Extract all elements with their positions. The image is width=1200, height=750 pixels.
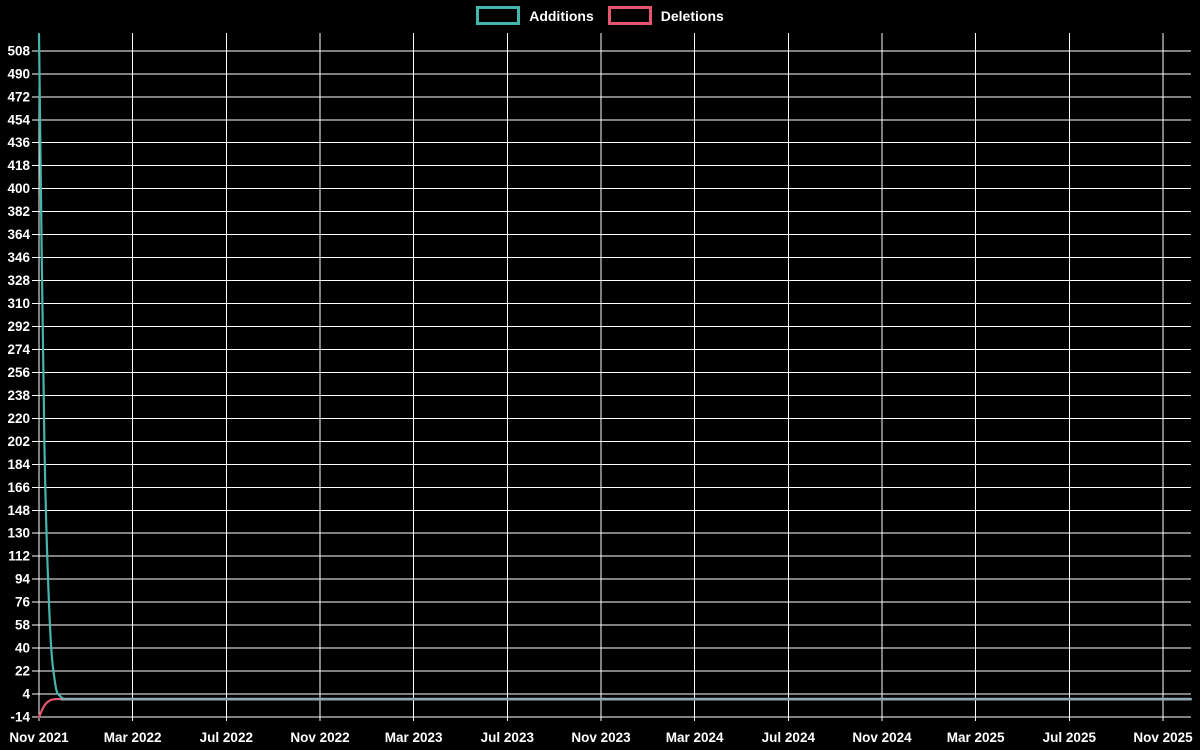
y-tick-label: 508 xyxy=(7,43,30,59)
x-tick-label: Nov 2025 xyxy=(1133,730,1193,745)
x-tick-label: Jul 2022 xyxy=(199,730,253,745)
x-tick-label: Jul 2023 xyxy=(480,730,534,745)
y-tick-label: 472 xyxy=(7,89,30,105)
y-tick-label: 202 xyxy=(7,433,30,449)
x-tick-label: Jul 2025 xyxy=(1042,730,1096,745)
y-tick-label: 328 xyxy=(7,273,30,289)
y-tick-label: 22 xyxy=(14,663,30,679)
y-tick-label: 346 xyxy=(7,250,30,266)
x-tick-label: Mar 2025 xyxy=(946,730,1005,745)
legend-item-deletions[interactable] xyxy=(608,6,724,25)
y-tick-label: 76 xyxy=(14,594,30,610)
y-tick-label: 40 xyxy=(14,640,30,656)
deletions-line xyxy=(39,699,1191,717)
legend-item-additions[interactable] xyxy=(476,6,594,25)
x-tick-label: Mar 2024 xyxy=(665,730,724,745)
additions-swatch-icon xyxy=(476,6,520,25)
y-tick-label: 256 xyxy=(7,364,30,380)
y-tick-label: 58 xyxy=(14,617,30,633)
y-tick-label: 184 xyxy=(7,456,30,472)
x-tick-label: Mar 2022 xyxy=(103,730,162,745)
y-tick-label: 238 xyxy=(7,387,30,403)
y-tick-label: 94 xyxy=(14,571,30,587)
x-tick-label: Nov 2023 xyxy=(571,730,631,745)
legend-label-additions: Additions xyxy=(529,7,594,24)
y-tick-label: -14 xyxy=(10,709,30,725)
y-tick-label: 418 xyxy=(7,158,30,174)
additions-line xyxy=(39,34,1191,699)
y-tick-label: 382 xyxy=(7,204,30,220)
y-tick-label: 166 xyxy=(7,479,30,495)
y-tick-label: 274 xyxy=(7,341,30,357)
y-tick-label: 130 xyxy=(7,525,30,541)
x-tick-label: Jul 2024 xyxy=(761,730,815,745)
y-tick-label: 310 xyxy=(7,296,30,312)
axis-labels xyxy=(7,43,1193,745)
x-tick-label: Nov 2022 xyxy=(290,730,350,745)
y-tick-label: 112 xyxy=(8,548,30,564)
y-tick-label: 220 xyxy=(7,410,30,426)
y-tick-label: 454 xyxy=(7,112,30,128)
deletions-swatch-icon xyxy=(608,6,652,25)
chart-legend xyxy=(0,6,1200,25)
y-tick-label: 436 xyxy=(7,135,30,151)
y-tick-label: 490 xyxy=(7,66,30,82)
x-tick-label: Nov 2024 xyxy=(852,730,912,745)
legend-label-deletions: Deletions xyxy=(660,7,724,24)
gridlines xyxy=(32,33,1191,721)
y-tick-label: 292 xyxy=(7,319,30,335)
y-tick-label: 400 xyxy=(7,181,30,197)
y-tick-label: 148 xyxy=(7,502,30,518)
y-tick-label: 4 xyxy=(22,686,30,702)
y-tick-label: 364 xyxy=(7,227,30,243)
x-tick-label: Nov 2021 xyxy=(9,730,69,745)
x-tick-label: Mar 2023 xyxy=(384,730,443,745)
